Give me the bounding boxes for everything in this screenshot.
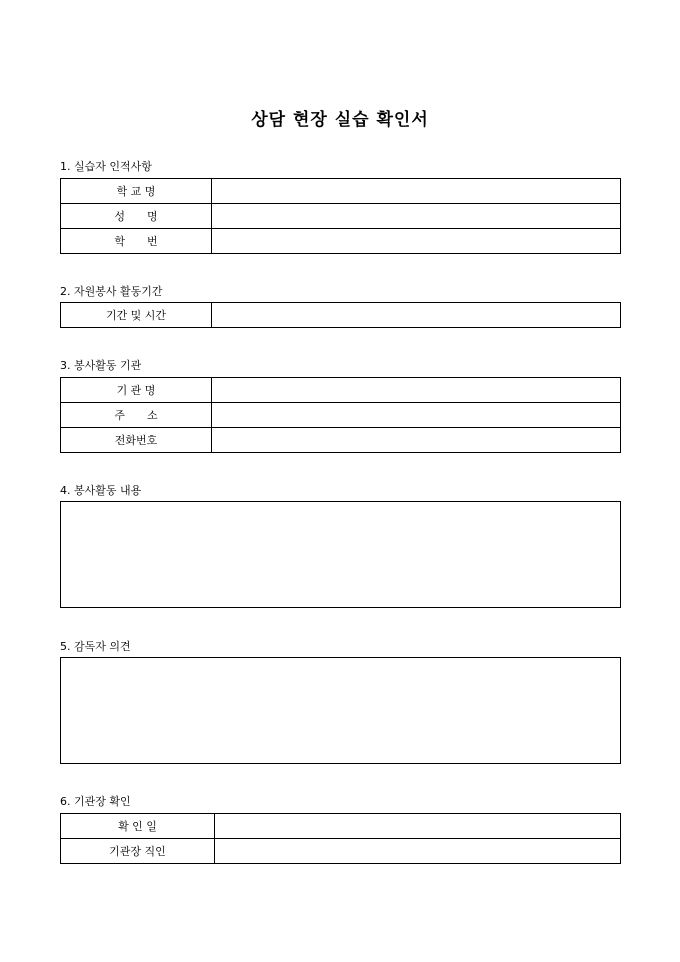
confirmation-table bbox=[60, 813, 621, 864]
section-heading-institution: 3. 봉사활동 기관 bbox=[60, 359, 142, 372]
institution-name-label: 기 관 명 bbox=[61, 378, 212, 403]
student-id-field[interactable] bbox=[212, 229, 621, 254]
period-label: 기간 및 시간 bbox=[61, 303, 212, 328]
table-row bbox=[61, 814, 621, 839]
student-name-label: 성 명 bbox=[61, 204, 212, 229]
section-heading-confirmation: 6. 기관장 확인 bbox=[60, 795, 131, 808]
activity-content-box[interactable] bbox=[60, 501, 621, 608]
table-row bbox=[61, 229, 621, 254]
school-name-label: 학 교 명 bbox=[61, 179, 212, 204]
period-table bbox=[60, 302, 621, 328]
confirmation-date-field[interactable] bbox=[215, 814, 621, 839]
table-row bbox=[61, 839, 621, 864]
table-row bbox=[61, 179, 621, 204]
address-label: 주 소 bbox=[61, 403, 212, 428]
document-title: 상담 현장 실습 확인서 bbox=[251, 110, 429, 130]
phone-field[interactable] bbox=[212, 428, 621, 453]
table-row bbox=[61, 378, 621, 403]
director-seal-field[interactable] bbox=[215, 839, 621, 864]
institution-name-field[interactable] bbox=[212, 378, 621, 403]
school-name-field[interactable] bbox=[212, 179, 621, 204]
personal-info-table bbox=[60, 178, 621, 254]
table-row bbox=[61, 303, 621, 328]
table-row bbox=[61, 204, 621, 229]
table-row bbox=[61, 428, 621, 453]
director-seal-label: 기관장 직인 bbox=[61, 839, 215, 864]
section-heading-personal-info: 1. 실습자 인적사항 bbox=[60, 160, 152, 173]
phone-label: 전화번호 bbox=[61, 428, 212, 453]
student-name-field[interactable] bbox=[212, 204, 621, 229]
table-row bbox=[61, 403, 621, 428]
confirmation-date-label: 확 인 일 bbox=[61, 814, 215, 839]
institution-table bbox=[60, 377, 621, 453]
supervisor-opinion-box[interactable] bbox=[60, 657, 621, 764]
section-heading-period: 2. 자원봉사 활동기간 bbox=[60, 285, 163, 298]
period-field[interactable] bbox=[212, 303, 621, 328]
section-heading-activity: 4. 봉사활동 내용 bbox=[60, 484, 142, 497]
student-id-label: 학 번 bbox=[61, 229, 212, 254]
section-heading-supervisor: 5. 감독자 의견 bbox=[60, 640, 131, 653]
address-field[interactable] bbox=[212, 403, 621, 428]
